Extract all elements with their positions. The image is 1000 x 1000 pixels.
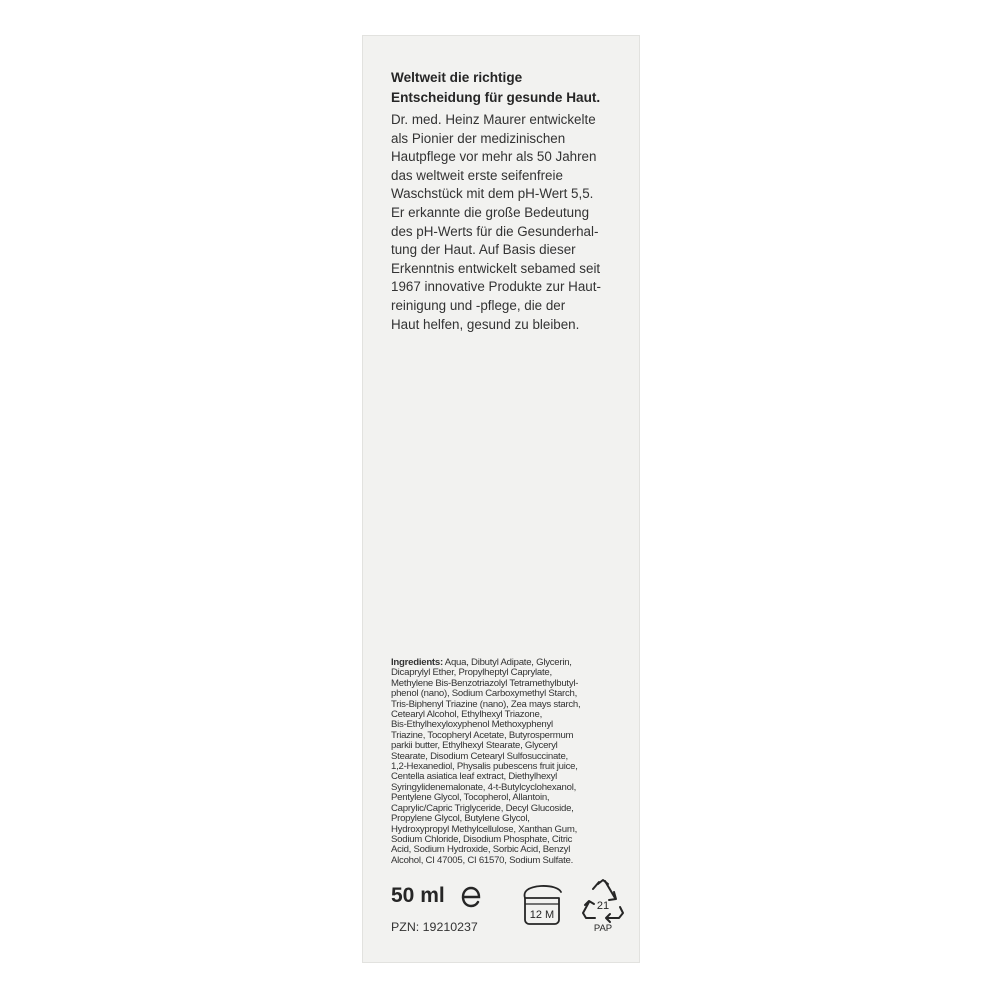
headline-line: Entscheidung für gesunde Haut. [391,90,601,105]
ingredients-line: Pentylene Glycol, Tocopherol, Allantoin, [391,792,550,804]
description-line: Haut helfen, gesund zu bleiben. [391,316,580,332]
description-line: Erkenntnis entwickelt sebamed seit [391,260,601,276]
headline [391,68,631,108]
volume-label: 50 ml [391,884,445,907]
ingredients-line: 1,2-Hexanediol, Physalis pubescens fruit juice, [391,761,578,773]
description-line: Dr. med. Heinz Maurer entwickelte [391,112,596,127]
recycling-triangle-icon [581,878,625,934]
ingredients-line: Bis-Ethylhexyloxyphenol Methoxyphenyl [391,719,553,731]
ingredients-line: Methylene Bis-Benzotriazolyl Tetramethylbutyl- [391,677,579,689]
ingredients-line: Propylene Glycol, Butylene Glycol, [391,813,530,825]
ingredients-line: Dicaprylyl Ether, Propylheptyl Caprylate, [391,667,552,679]
ingredients-list [391,658,631,866]
description-line: reinigung und -pflege, die der [391,297,566,313]
description-line: als Pionier der medizinischen [391,130,566,146]
ingredients-line: parkii butter, Ethylhexyl Stearate, Glyceryl [391,740,558,752]
description-line: das weltweit erste seifenfreie [391,167,563,183]
packaging-back-panel [362,35,640,963]
description-line: Hautpflege vor mehr als 50 Jahren [391,149,597,165]
ingredients-line: Sodium Chloride, Disodium Phosphate, Citric [391,833,573,845]
ingredients-line: Cetearyl Alcohol, Ethylhexyl Triazone, [391,709,543,721]
ingredients-line: Centella asiatica leaf extract, Diethylhexyl [391,771,558,783]
ingredients-line: Tris-Biphenyl Triazine (nano), Zea mays starch, [391,698,581,710]
description-line: Waschstück mit dem pH-Wert 5,5. [391,186,594,202]
description-line: tung der Haut. Auf Basis dieser [391,242,576,258]
ingredients-line: phenol (nano), Sodium Carboxymethyl Starch, [391,688,578,700]
ingredients-line: Stearate, Disodium Cetearyl Sulfosuccinate, [391,750,568,762]
ingredients-line: Acid, Sodium Hydroxide, Sorbic Acid, Benzyl [391,844,571,856]
recycling-number: 21 [596,900,610,912]
ingredients-line: Hydroxypropyl Methylcellulose, Xanthan Gum, [391,823,578,835]
description-line: des pH-Werts für die Gesunderhal- [391,223,599,239]
ingredients-line: Caprylic/Capric Triglyceride, Decyl Glucoside, [391,802,574,814]
description-line: 1967 innovative Produkte zur Haut- [391,279,601,295]
estimated-e-icon [458,884,484,910]
ingredients-line: Alcohol, CI 47005, CI 61570, Sodium Sulfate. [391,854,574,866]
recycling-code: PAP [593,923,613,934]
description-text [391,111,631,334]
headline-line: Weltweit die richtige [391,70,523,85]
open-jar-icon [519,884,565,926]
pzn-number: PZN: 19210237 [391,920,478,934]
pao-label: 12 M [529,909,555,921]
ingredients-first-line: Aqua, Dibutyl Adipate, Glycerin, [442,657,572,668]
ingredients-line: Syringylidenemalonate, 4-t-Butylcyclohexanol, [391,781,576,793]
description-line: Er erkannte die große Bedeutung [391,204,590,220]
ingredients-label: Ingredients: [391,657,443,668]
ingredients-line: Triazine, Tocopheryl Acetate, Butyrospermum [391,729,574,741]
